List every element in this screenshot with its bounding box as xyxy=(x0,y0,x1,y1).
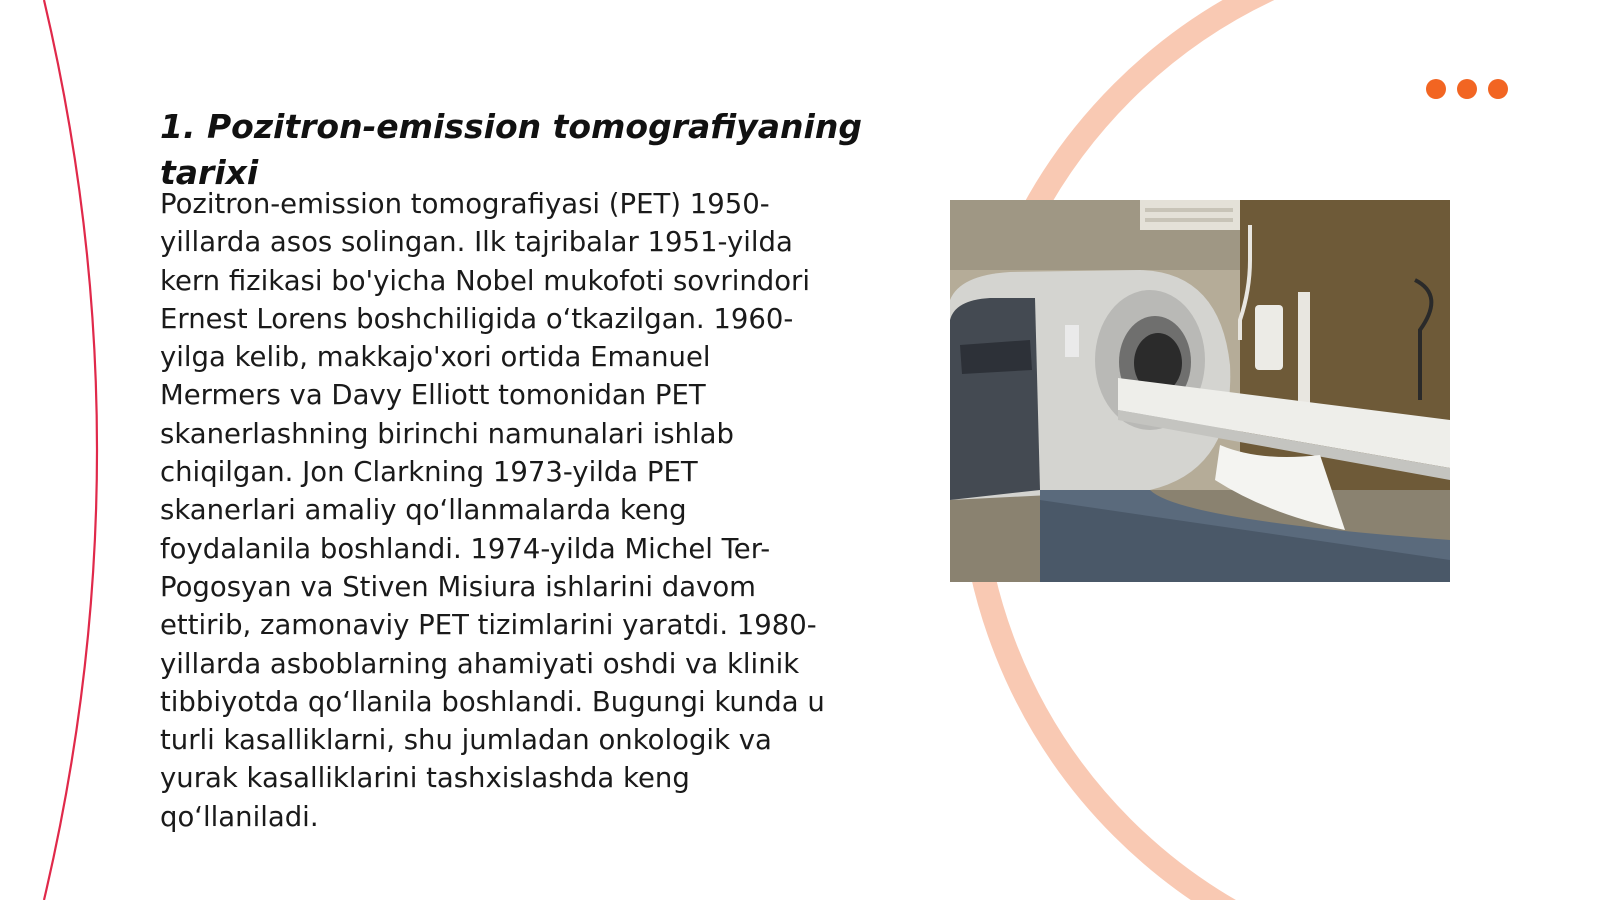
dot-3 xyxy=(1488,79,1508,99)
pet-scanner-illustration xyxy=(950,200,1450,582)
dot-1 xyxy=(1426,79,1446,99)
slide-title: 1. Pozitron-emission tomografiyaning tarixi xyxy=(160,107,862,192)
slide-body-text: Pozitron-emission tomografiyasi (PET) 1950-yillarda asos solingan. Ilk tajribalar 1951-yilda kern fizikasi bo'yicha Nobel mukofoti sovrindori Ernest Lorens boshchiligida o‘tkazilgan. 1960-yilga kelib, makkajo'xori ortida Emanuel Mermers va Davy Elliott tomonidan PET skanerlashning birinchi namunalari ishlab chiqilgan. Jon Clarkning 1973-yilda PET skanerlari amaliy qo‘llanmalarda keng foydalanila boshlandi. 1974-yilda Michel Ter-Pogosyan va Stiven Misiura ishlarini davom ettirib, zamonaviy PET tizimlarini yaratdi. 1980-yillarda asboblarning ahamiyati oshdi va klinik tibbiyotda qo‘llanila boshlandi. Bugungi kunda u turli kasalliklarni, shu jumladan onkologik va yurak kasalliklarini tashxislashda keng qo‘llaniladi. xyxy=(160,188,825,833)
left-arc-line xyxy=(44,0,97,900)
dot-2 xyxy=(1457,79,1477,99)
pet-scanner-photo xyxy=(950,200,1450,582)
dots-decoration xyxy=(1426,79,1508,99)
